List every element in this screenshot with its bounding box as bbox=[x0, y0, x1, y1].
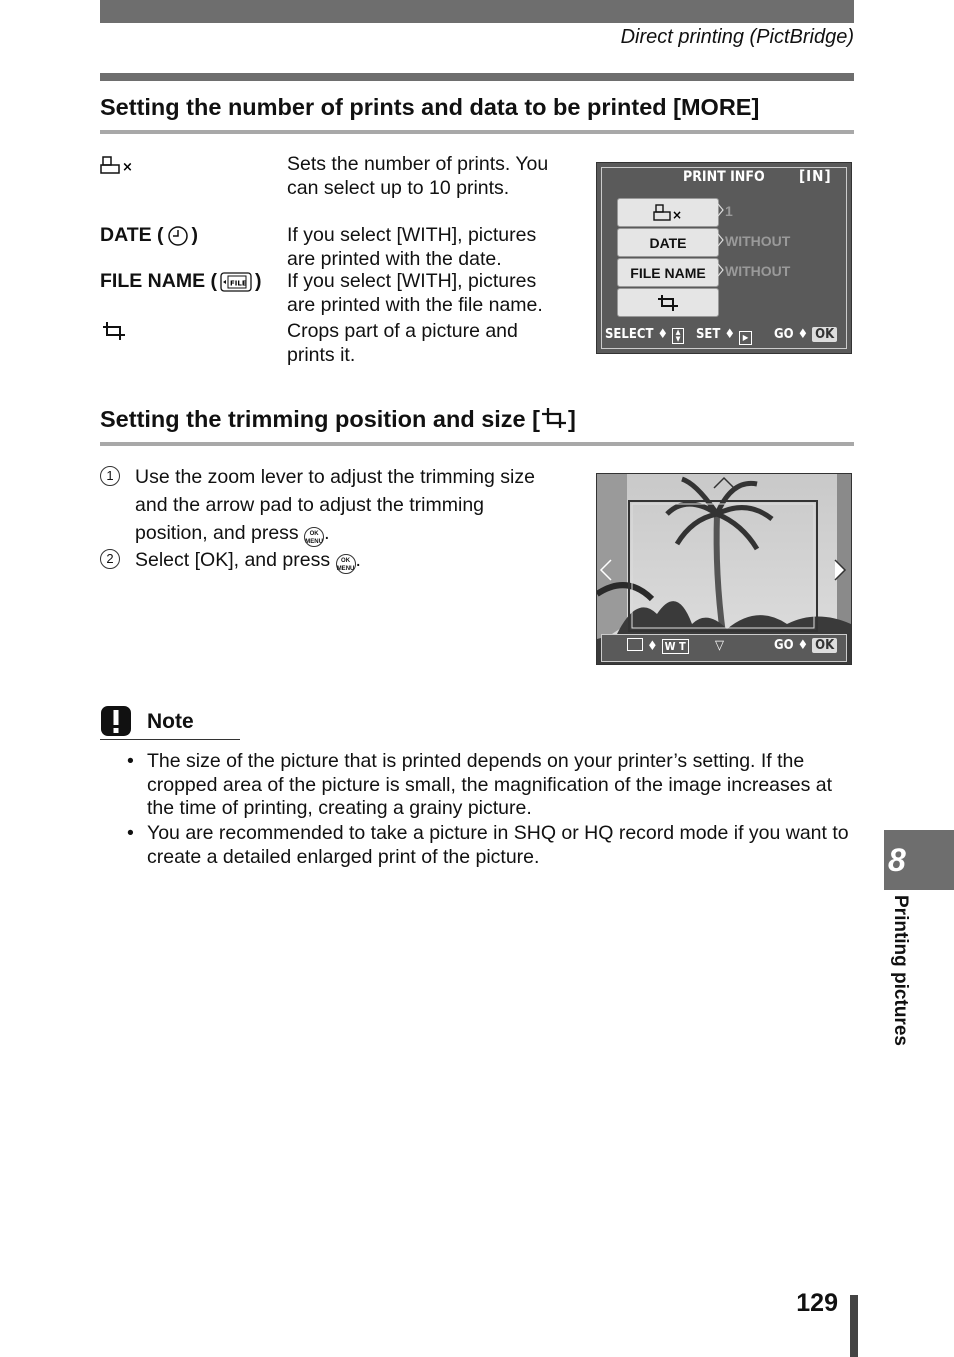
resize-icon bbox=[627, 638, 643, 651]
desc-file-name: If you select [WITH], pictures are printed with the file name. bbox=[287, 270, 543, 316]
section-rule-top bbox=[100, 73, 854, 81]
down-arrow-icon: ▽ bbox=[715, 638, 724, 653]
term-date-end: ) bbox=[191, 224, 199, 246]
note-title: Note bbox=[147, 710, 194, 733]
term-file-name-label: FILE NAME ( bbox=[100, 270, 217, 292]
running-header: Direct printing (PictBridge) bbox=[620, 26, 854, 48]
ok-menu-button-icon: OK MENU bbox=[304, 527, 324, 547]
ok-icon: OK bbox=[812, 327, 837, 342]
term-trim bbox=[100, 320, 128, 342]
desc-date: If you select [WITH], pictures are printed with the date. bbox=[287, 224, 537, 270]
desc-print-count: Sets the number of prints. You can select up to 10 prints. bbox=[287, 153, 549, 199]
footer-select: SELECT ♦ ▲ ▼ bbox=[605, 327, 684, 344]
screen-item-file-name[interactable]: FILE NAME bbox=[617, 258, 719, 287]
note-item-text: You are recommended to take a picture in SHQ or HQ record mode if you want to create a detailed enlarged print of the picture. bbox=[147, 822, 849, 868]
chapter-number: 8 bbox=[888, 842, 906, 878]
trim-icon bbox=[540, 406, 568, 430]
trim-screen bbox=[596, 473, 852, 665]
svg-text:×: × bbox=[672, 207, 683, 222]
ok-icon: OK bbox=[812, 638, 837, 653]
print-count-icon bbox=[652, 204, 684, 222]
screen-item-print-count[interactable] bbox=[617, 198, 719, 227]
section2-underline bbox=[100, 442, 854, 446]
bullet-dot: • bbox=[127, 822, 134, 844]
section2-title bbox=[100, 406, 576, 433]
svg-text:×: × bbox=[122, 160, 133, 175]
footer-set: SET ♦ ▶ bbox=[696, 327, 752, 345]
trim-footer-go: GO ♦ OK bbox=[774, 638, 837, 653]
step-2-text: Select [OK], and press bbox=[135, 549, 331, 571]
screen-value-date: WITHOUT bbox=[725, 233, 791, 249]
ok-menu-button-icon: OK MENU bbox=[336, 554, 356, 574]
screen-item-date[interactable]: DATE bbox=[617, 228, 719, 257]
page-number-bar bbox=[850, 1295, 858, 1357]
screen-title: PRINT INFO bbox=[683, 169, 765, 185]
term-file-name-end: ) bbox=[255, 270, 262, 292]
caution-icon bbox=[100, 705, 132, 737]
updown-icon: ▲ ▼ bbox=[672, 328, 684, 344]
screen-item-trim[interactable] bbox=[617, 288, 719, 317]
print-count-icon bbox=[100, 154, 136, 176]
chapter-label-text: Printing pictures bbox=[890, 895, 911, 1046]
term-date-label: DATE ( bbox=[100, 224, 164, 246]
term-file-name bbox=[100, 270, 262, 293]
section2-title-end: ] bbox=[567, 406, 576, 432]
step-2-number: 2 bbox=[100, 549, 120, 569]
screen-arrow-markers bbox=[717, 203, 725, 328]
page-number: 129 bbox=[796, 1289, 838, 1317]
note-item-text: The size of the picture that is printed depends on your printer’s setting. If the cropped area of the picture is small, the magnification of the image increases at the time of printing, creating a grainy picture. bbox=[147, 750, 833, 819]
bullet-dot: • bbox=[127, 750, 134, 772]
top-bar bbox=[100, 0, 854, 23]
clock-icon bbox=[167, 225, 189, 247]
step-1-number: 1 bbox=[100, 466, 120, 486]
screen-value-file-name: WITHOUT bbox=[725, 263, 791, 279]
step-1-text: Use the zoom lever to adjust the trimming size and the arrow pad to adjust the trimming position, and press bbox=[135, 466, 535, 544]
trim-icon bbox=[656, 294, 680, 312]
print-info-screen bbox=[596, 162, 852, 354]
section1-underline bbox=[100, 130, 854, 134]
note-underline bbox=[100, 739, 240, 740]
term-date bbox=[100, 224, 198, 247]
right-arrow-icon: ▶ bbox=[739, 331, 752, 345]
zoom-control: ♦ W T bbox=[627, 638, 689, 654]
chapter-label bbox=[885, 895, 915, 1085]
section1-title: Setting the number of prints and data to be printed [MORE] bbox=[100, 94, 760, 120]
term-print-count bbox=[100, 154, 136, 176]
footer-go: GO ♦ OK bbox=[774, 327, 837, 342]
section2-title-text: Setting the trimming position and size [ bbox=[100, 406, 540, 432]
trim-icon bbox=[100, 320, 128, 342]
memory-indicator: [IN] bbox=[799, 167, 832, 185]
desc-trim: Crops part of a picture and prints it. bbox=[287, 320, 518, 366]
svg-text:FILE: FILE bbox=[230, 279, 247, 287]
file-icon bbox=[220, 271, 252, 293]
zoom-wt-icon: W T bbox=[662, 639, 689, 654]
screen-value-print-count: 1 bbox=[725, 203, 733, 219]
